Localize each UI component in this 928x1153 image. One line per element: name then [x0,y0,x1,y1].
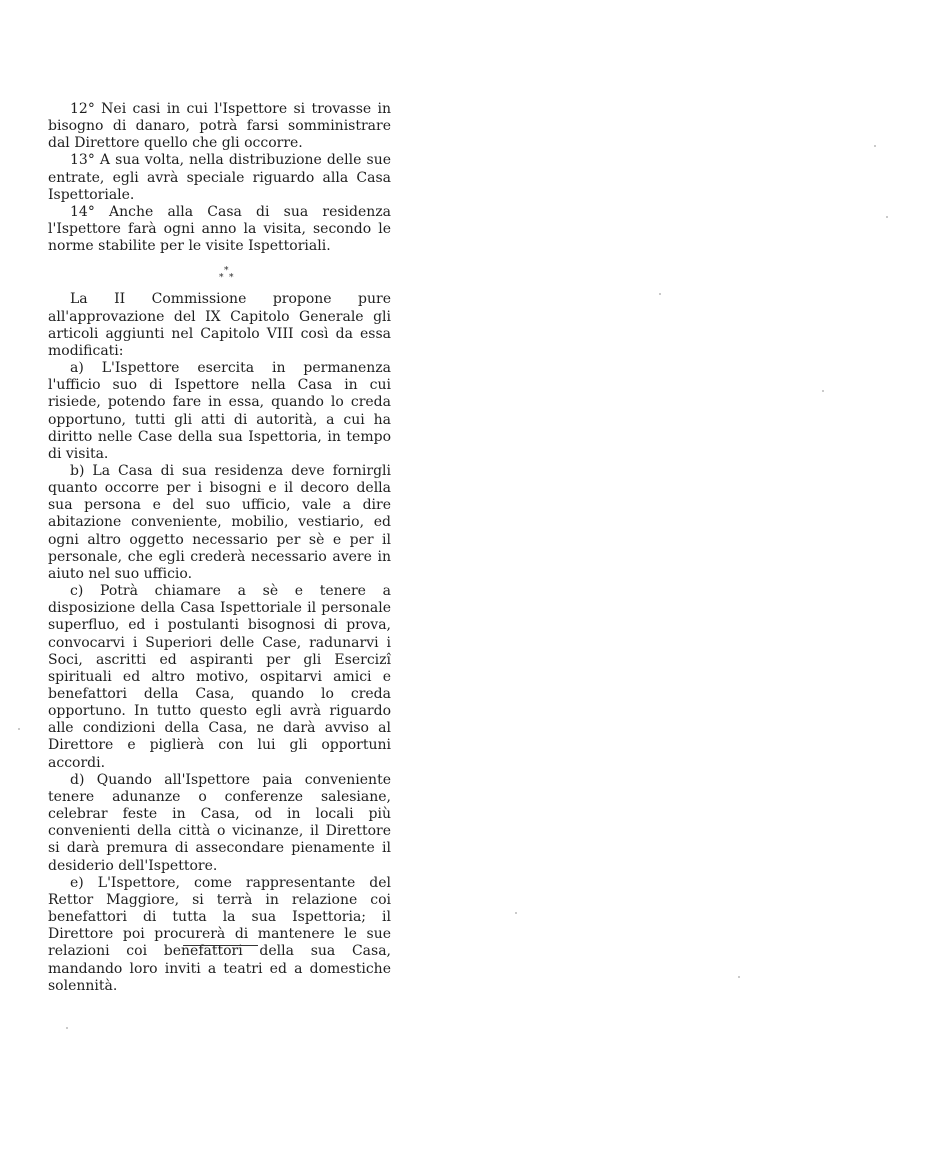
paragraph-13: 13° A sua volta, nella distribuzione delle sue entrate, egli avrà speciale riguardo alla Casa Ispettoriale. [48,152,391,203]
paragraph-14: 14° Anche alla Casa di sua residenza l'Ispettore farà ogni anno la visita, secondo le norme stabilite per le visite Ispettoriali. [48,203,391,255]
text-column [48,101,391,995]
scan-speck [515,912,517,914]
scan-speck [66,1027,68,1029]
paragraph-b: b) La Casa di sua residenza deve fornirgli quanto occorre per i bisogni e il decoro della sua persona e del suo ufficio, vale a dire abitazione conveniente, mobilio, vestiario, ed ogni altro oggetto necessario per sè e per il personale, che egli crederà necessario avere in aiuto nel suo ufficio. [48,462,391,582]
asterisk-left: * [219,273,224,284]
paragraph-d: d) Quando all'Ispettore paia conveniente tenere adunanze o conferenze salesiane, celebrar feste in Casa, od in locali più convenienti della città o vicinanze, il Direttore si darà premura di assecondare pienamente il desiderio dell'Ispettore. [48,771,391,874]
paragraph-12: 12° Nei casi in cui l'Ispettore si trovasse in bisogno di danaro, potrà farsi somministrare dal Direttore quello che gli occorre. [48,101,391,152]
scan-speck [659,293,661,295]
scan-speck [18,728,20,730]
paragraph-intro: La II Commissione propone pure all'approvazione del IX Capitolo Generale gli articoli aggiunti nel Capitolo VIII così da essa modificati: [48,291,391,359]
scan-speck [738,976,740,978]
paragraph-a: a) L'Ispettore esercita in permanenza l'ufficio suo di Ispettore nella Casa in cui risiede, potendo fare in essa, quando lo creda opportuno, tutti gli atti di autorità, a cui ha diritto nelle Case della sua Ispettoria, in tempo di visita. [48,360,391,462]
scan-speck [886,216,888,218]
closing-rule [183,945,258,946]
scan-speck [822,390,824,392]
paragraph-e: e) L'Ispettore, come rappresentante del Rettor Maggiore, si terrà in relazione coi benefattori di tutta la sua Ispettoria; il Direttore poi procurerà di mantenere le sue relazioni coi benefattori della sua Casa, mandando loro inviti a teatri ed a domestiche solennità. [48,874,391,994]
asterism-separator [48,255,391,291]
asterisk-top: * [224,266,229,277]
paragraph-c: c) Potrà chiamare a sè e tenere a disposizione della Casa Ispettoriale il personale superfluo, ed i postulanti bisognosi di prova, convocarvi i Superiori delle Case, radunarvi i Soci, ascritti ed aspiranti per gli Esercizî spirituali ed altro motivo, ospitarvi amici e benefattori della Casa, quando lo creda opportuno. In tutto questo egli avrà riguardo alle condizioni della Casa, ne darà avviso al Direttore e piglierà con lui gli opportuni accordi. [48,583,391,771]
scan-speck [874,145,876,147]
asterisk-right: * [229,273,234,284]
